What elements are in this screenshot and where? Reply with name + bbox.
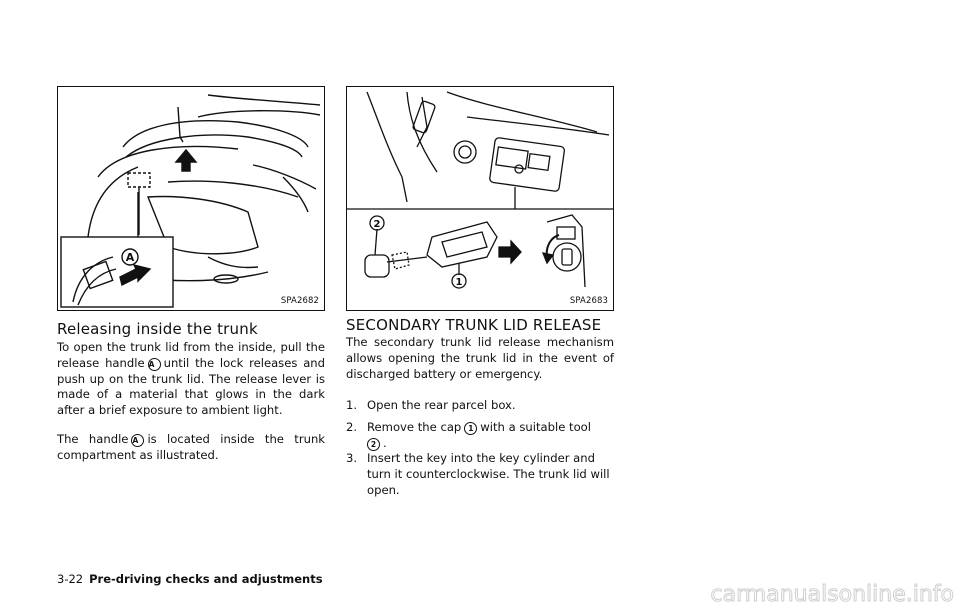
callout-marker: 1: [464, 422, 477, 435]
step-number: 2.: [346, 420, 358, 434]
page-number: 3-22: [57, 572, 84, 586]
step-number: 1.: [346, 398, 358, 412]
figure-code: SPA2682: [280, 296, 319, 306]
page-footer: [57, 572, 323, 586]
section-heading: Releasing inside the trunk: [57, 320, 258, 338]
watermark-text: carmanualsonline.info: [710, 582, 954, 607]
callout-marker: A: [148, 358, 161, 371]
step-number: 3.: [346, 451, 358, 465]
handle-location-paragraph: The handle A is located inside the trunk compartment as illustrated.: [57, 432, 326, 462]
intro-paragraph: The secondary trunk lid release mechanism allows opening the trunk lid in the event of discharged battery or emergency.: [346, 335, 614, 381]
step-text: Insert the key into the key cylinder and turn it counterclockwise. The trunk lid will open.: [367, 451, 610, 497]
section-title: Pre-driving checks and adjustments: [89, 572, 323, 586]
watermark: [640, 578, 956, 610]
step-item: 2. Remove the cap 1 with a suitable tool 2 .: [346, 420, 591, 450]
key-cylinder-drawing: [347, 87, 613, 310]
callout-2-label: 2: [373, 219, 381, 230]
callout-1-label: 1: [455, 277, 463, 288]
figure-code: SPA2683: [569, 296, 608, 306]
release-instruction-paragraph: To open the trunk lid from the inside, pull the release handle A until the lock releases and push up on the trunk lid. The release lever is made of a material that glows in the dark after a brief exposure to ambient light.: [57, 340, 326, 418]
step-text: Open the rear parcel box.: [367, 398, 516, 412]
trunk-release-illustration: [57, 86, 325, 311]
callout-marker: 2: [367, 438, 380, 451]
car-trunk-drawing: [58, 87, 324, 310]
callout-a-label: A: [125, 251, 135, 264]
section-heading: SECONDARY TRUNK LID RELEASE: [346, 316, 602, 334]
secondary-release-illustration: [346, 86, 614, 311]
step-item: [346, 451, 614, 498]
step-item: [346, 398, 614, 414]
callout-marker: A: [131, 434, 144, 447]
